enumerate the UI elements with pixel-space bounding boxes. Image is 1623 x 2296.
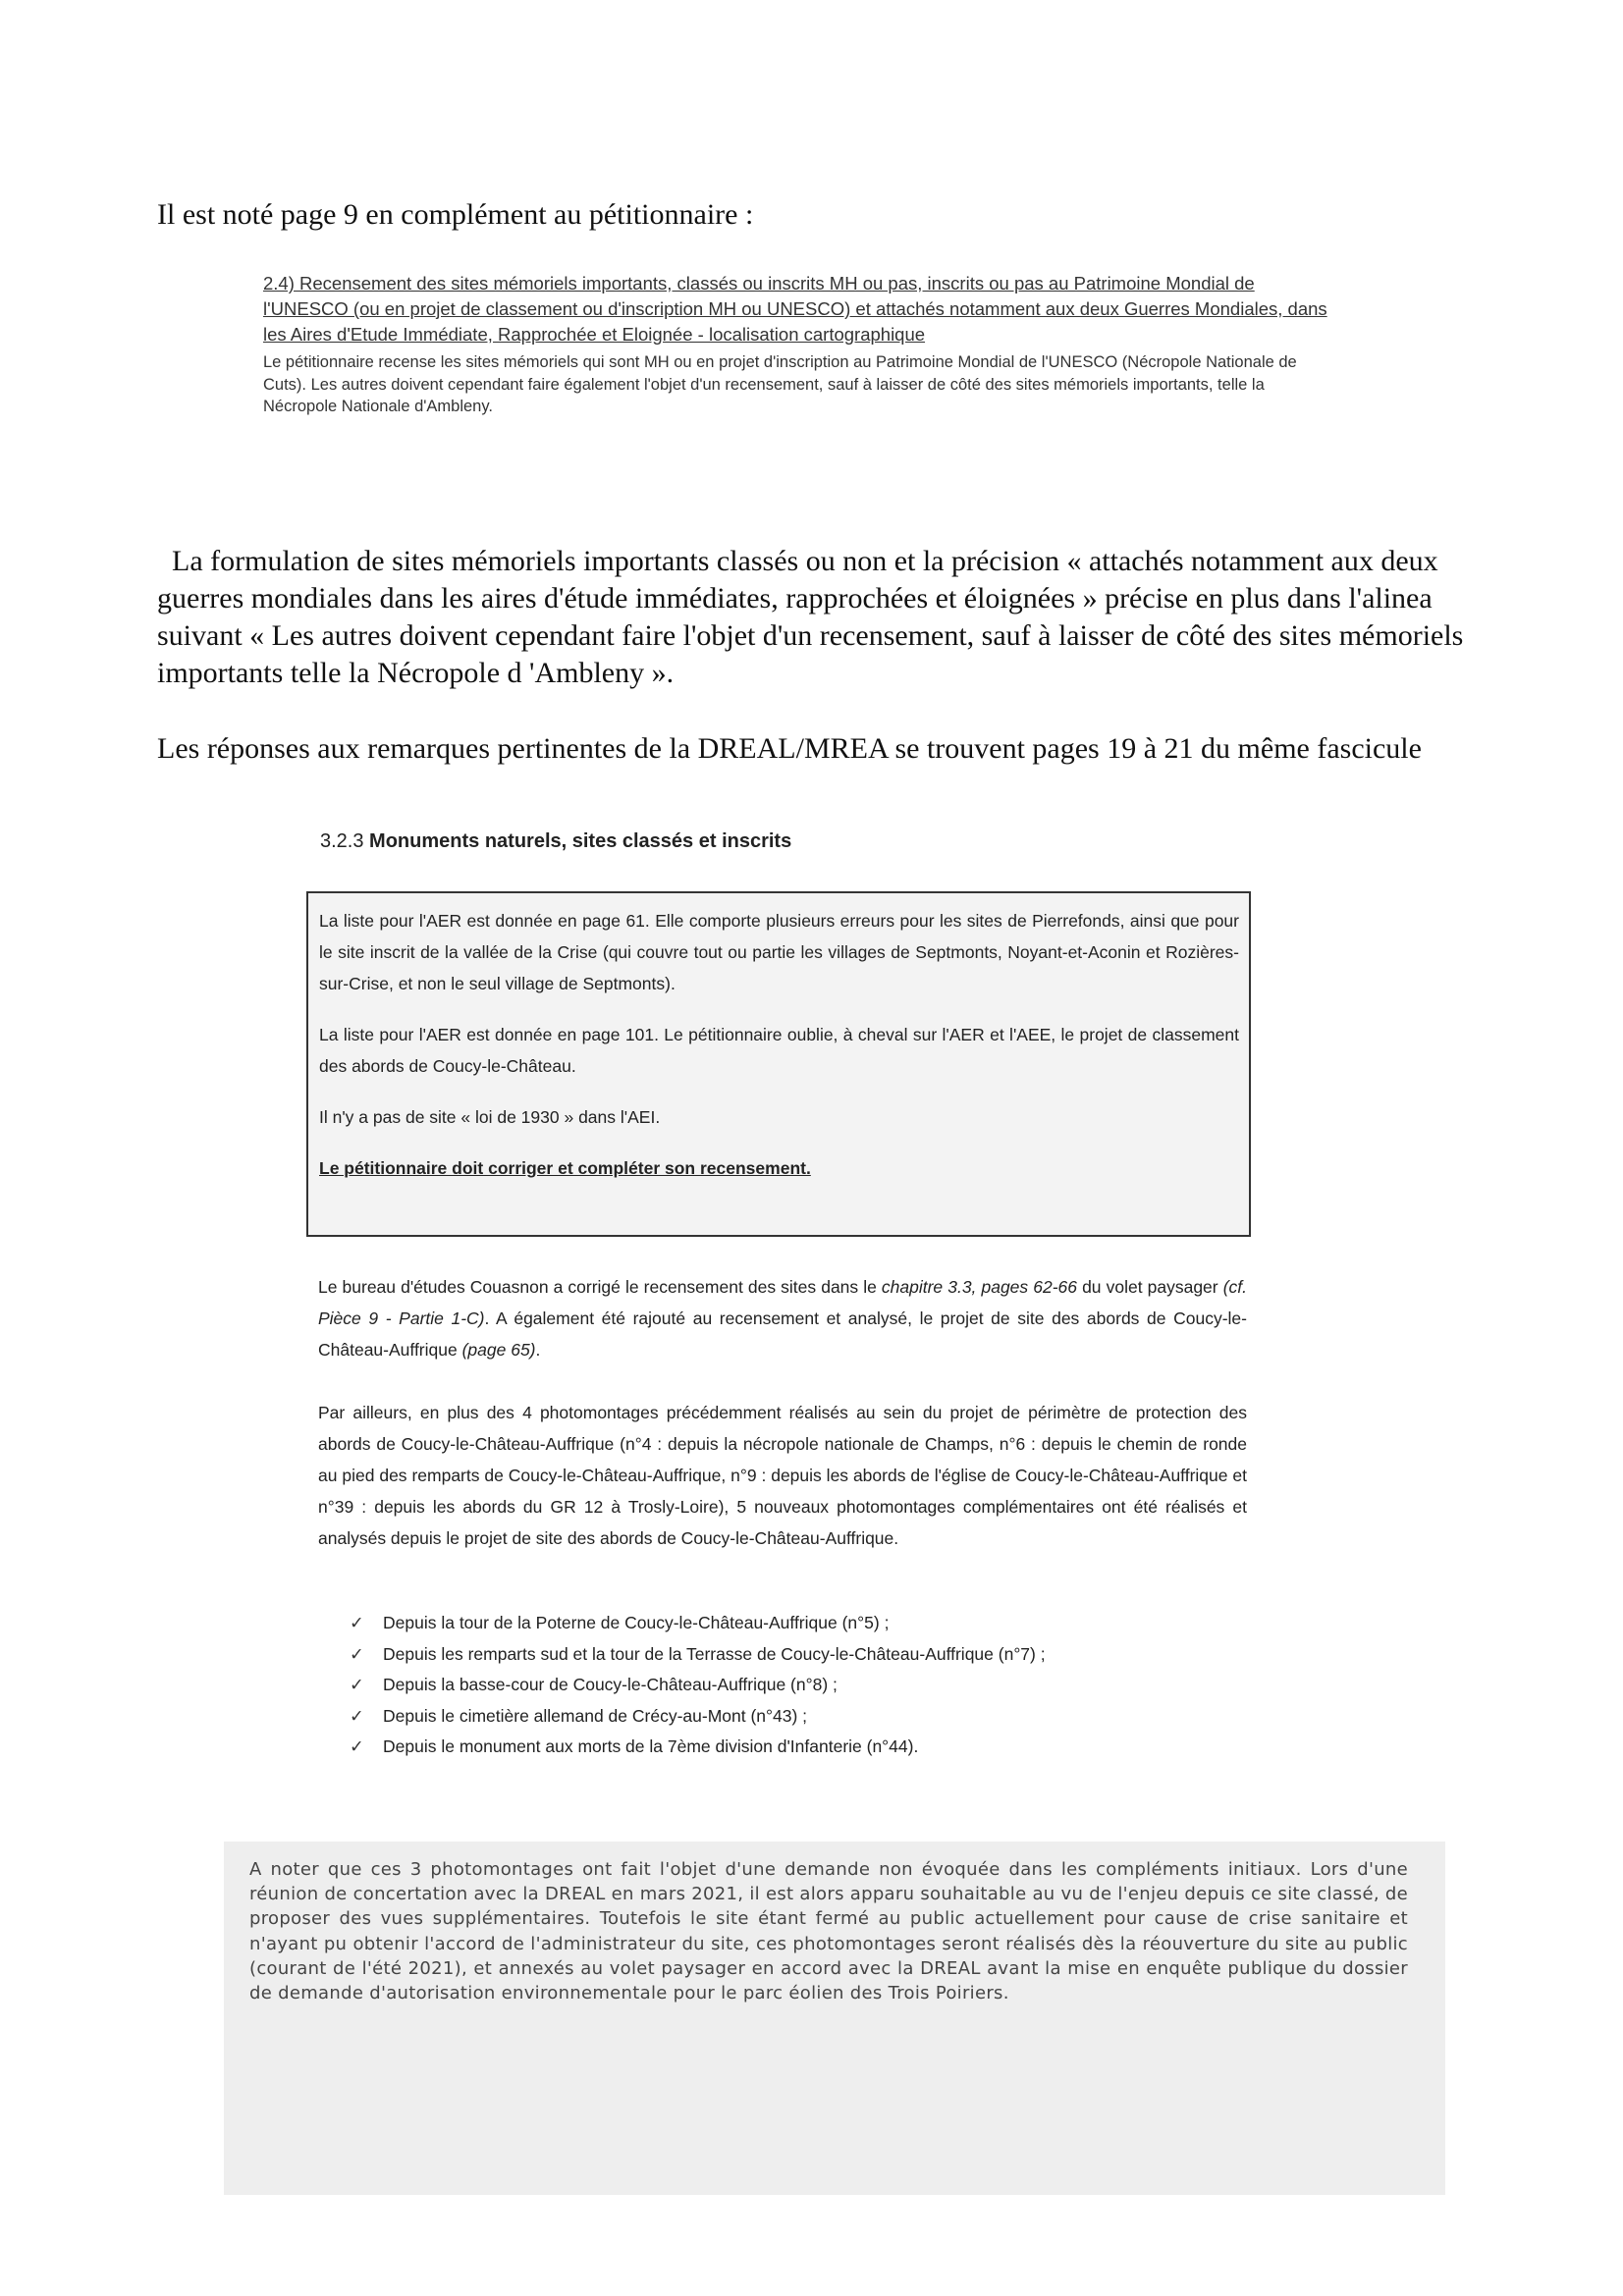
excerpt-body: Le pétitionnaire recense les sites mémoriels qui sont MH ou en projet d'inscription au Patrimoine Mondial de l'UNESCO (Nécropole Nationale de Cuts). Les autres doivent cependant faire également l'objet d'un recensement, sauf à laisser de côté des sites mémoriels importants, telle la Nécropole Nationale d'Ambleny.	[263, 353, 1297, 415]
response-1-piece-ref: (cf. Pièce 9 - Partie 1-C)	[318, 1277, 1247, 1328]
scanned-excerpt-section-2-4	[263, 271, 1333, 489]
dreal-remark-box	[306, 891, 1251, 1237]
list-item-text: Depuis les remparts sud et la tour de la Terrasse de Coucy-le-Château-Auffrique (n°7) ;	[383, 1643, 1046, 1664]
response-1-page-ref: (page 65)	[461, 1340, 536, 1360]
checkmark-icon: ✓	[350, 1613, 364, 1632]
excerpt-title: 2.4) Recensement des sites mémoriels importants, classés ou inscrits MH ou pas, inscrits ou pas au Patrimoine Mondial de l'UNESCO (ou en projet de classement ou d'inscription MH ou UNESCO) et attachés notamment aux deux Guerres Mondiales, dans les Aires d'Etude Immédiate, Rapprochée et Eloignée - localisation cartographique	[263, 273, 1327, 345]
response-1-text-e: . A également été rajouté au recensement et analysé, le projet de site des abords de Coucy-le-Château-Auffrique	[318, 1308, 1247, 1360]
remark-paragraph-1: La liste pour l'AER est donnée en page 61. Elle comporte plusieurs erreurs pour les sites de Pierrefonds, ainsi que pour le site inscrit de la vallée de la Crise (qui couvre tout ou partie les villages de Septmonts, Noyant-et-Aconin et Rozières-sur-Crise, et non le seul village de Septmonts).	[319, 911, 1239, 993]
list-item	[350, 1732, 1046, 1763]
section-title: Monuments naturels, sites classés et inscrits	[369, 830, 792, 852]
list-item-text: Depuis la basse-cour de Coucy-le-Château-Auffrique (n°8) ;	[383, 1675, 838, 1694]
intro-paragraph: Il est noté page 9 en complément au pétitionnaire :	[157, 198, 754, 231]
response-paragraph-1	[318, 1271, 1247, 1365]
scanned-note-block	[224, 1842, 1445, 2195]
section-number: 3.2.3	[320, 830, 364, 852]
remark-paragraph-3: Il n'y a pas de site « loi de 1930 » dans l'AEI.	[319, 1107, 661, 1127]
response-1-text-a: Le bureau d'études Couasnon a corrigé le recensement des sites dans le	[318, 1277, 882, 1297]
list-item	[350, 1639, 1046, 1671]
checkmark-icon: ✓	[350, 1643, 364, 1664]
list-item-text: Depuis le monument aux morts de la 7ème division d'Infanterie (n°44).	[383, 1736, 919, 1756]
checkmark-icon: ✓	[350, 1736, 364, 1756]
reponses-paragraph: Les réponses aux remarques pertinentes de la DREAL/MREA se trouvent pages 19 à 21 du même fascicule	[157, 732, 1422, 765]
response-paragraph-2: Par ailleurs, en plus des 4 photomontages précédemment réalisés au sein du projet de périmètre de protection des abords de Coucy-le-Château-Auffrique (n°4 : depuis la nécropole nationale de Champs, n°6 : depuis le chemin de ronde au pied des remparts de Coucy-le-Château-Auffrique, n°9 : depuis les abords de l'église de Coucy-le-Château-Auffrique et n°39 : depuis les abords du GR 12 à Trosly-Loire), 5 nouveaux photomontages complémentaires ont été réalisés et analysés depuis le projet de site des abords de Coucy-le-Château-Auffrique.	[318, 1403, 1247, 1548]
checkmark-icon: ✓	[350, 1705, 364, 1726]
photomontage-checklist	[350, 1608, 1046, 1763]
list-item	[350, 1608, 1046, 1639]
formulation-text: La formulation de sites mémoriels importants classés ou non et la précision « attachés notamment aux deux guerres mondiales dans les aires d'étude immédiates, rapprochées et éloignées » précise en plus dans l'alinea suivant « Les autres doivent cependant faire l'objet d'un recensement, sauf à laisser de côté des sites mémoriels importants telle la Nécropole d 'Ambleny ».	[157, 545, 1464, 689]
formulation-paragraph	[157, 543, 1473, 692]
checkmark-icon: ✓	[350, 1675, 364, 1694]
response-1-text-c: du volet paysager	[1077, 1277, 1223, 1297]
remark-paragraph-2: La liste pour l'AER est donnée en page 101. Le pétitionnaire oublie, à cheval sur l'AER et l'AEE, le projet de classement des abords de Coucy-le-Château.	[319, 1025, 1239, 1076]
note-paragraph: A noter que ces 3 photomontages ont fait l'objet d'une demande non évoquée dans les compléments initiaux. Lors d'une réunion de concertation avec la DREAL en mars 2021, il est alors apparu souhaitable au vu de l'enjeu depuis ce site classé, de proposer des vues supplémentaires. Toutefois le site étant fermé au public actuellement pour cause de crise sanitaire et n'ayant pu obtenir l'accord de l'administrateur du site, ces photomontages seront réalisés dès la réouverture du site au public (courant de l'été 2021), et annexés au volet paysager en accord avec la DREAL avant la mise en enquête publique du dossier de demande d'autorisation environnementale pour le parc éolien des Trois Poiriers.	[249, 1859, 1408, 2004]
list-item-text: Depuis le cimetière allemand de Crécy-au-Mont (n°43) ;	[383, 1705, 808, 1726]
response-1-text-g: .	[535, 1340, 541, 1360]
remark-conclusion: Le pétitionnaire doit corriger et compléter son recensement.	[319, 1158, 811, 1178]
list-item	[350, 1701, 1046, 1733]
section-heading	[320, 830, 791, 853]
list-item-text: Depuis la tour de la Poterne de Coucy-le-Château-Auffrique (n°5) ;	[383, 1613, 890, 1632]
response-1-chapter-ref: chapitre 3.3, pages 62-66	[881, 1277, 1077, 1297]
list-item	[350, 1670, 1046, 1701]
